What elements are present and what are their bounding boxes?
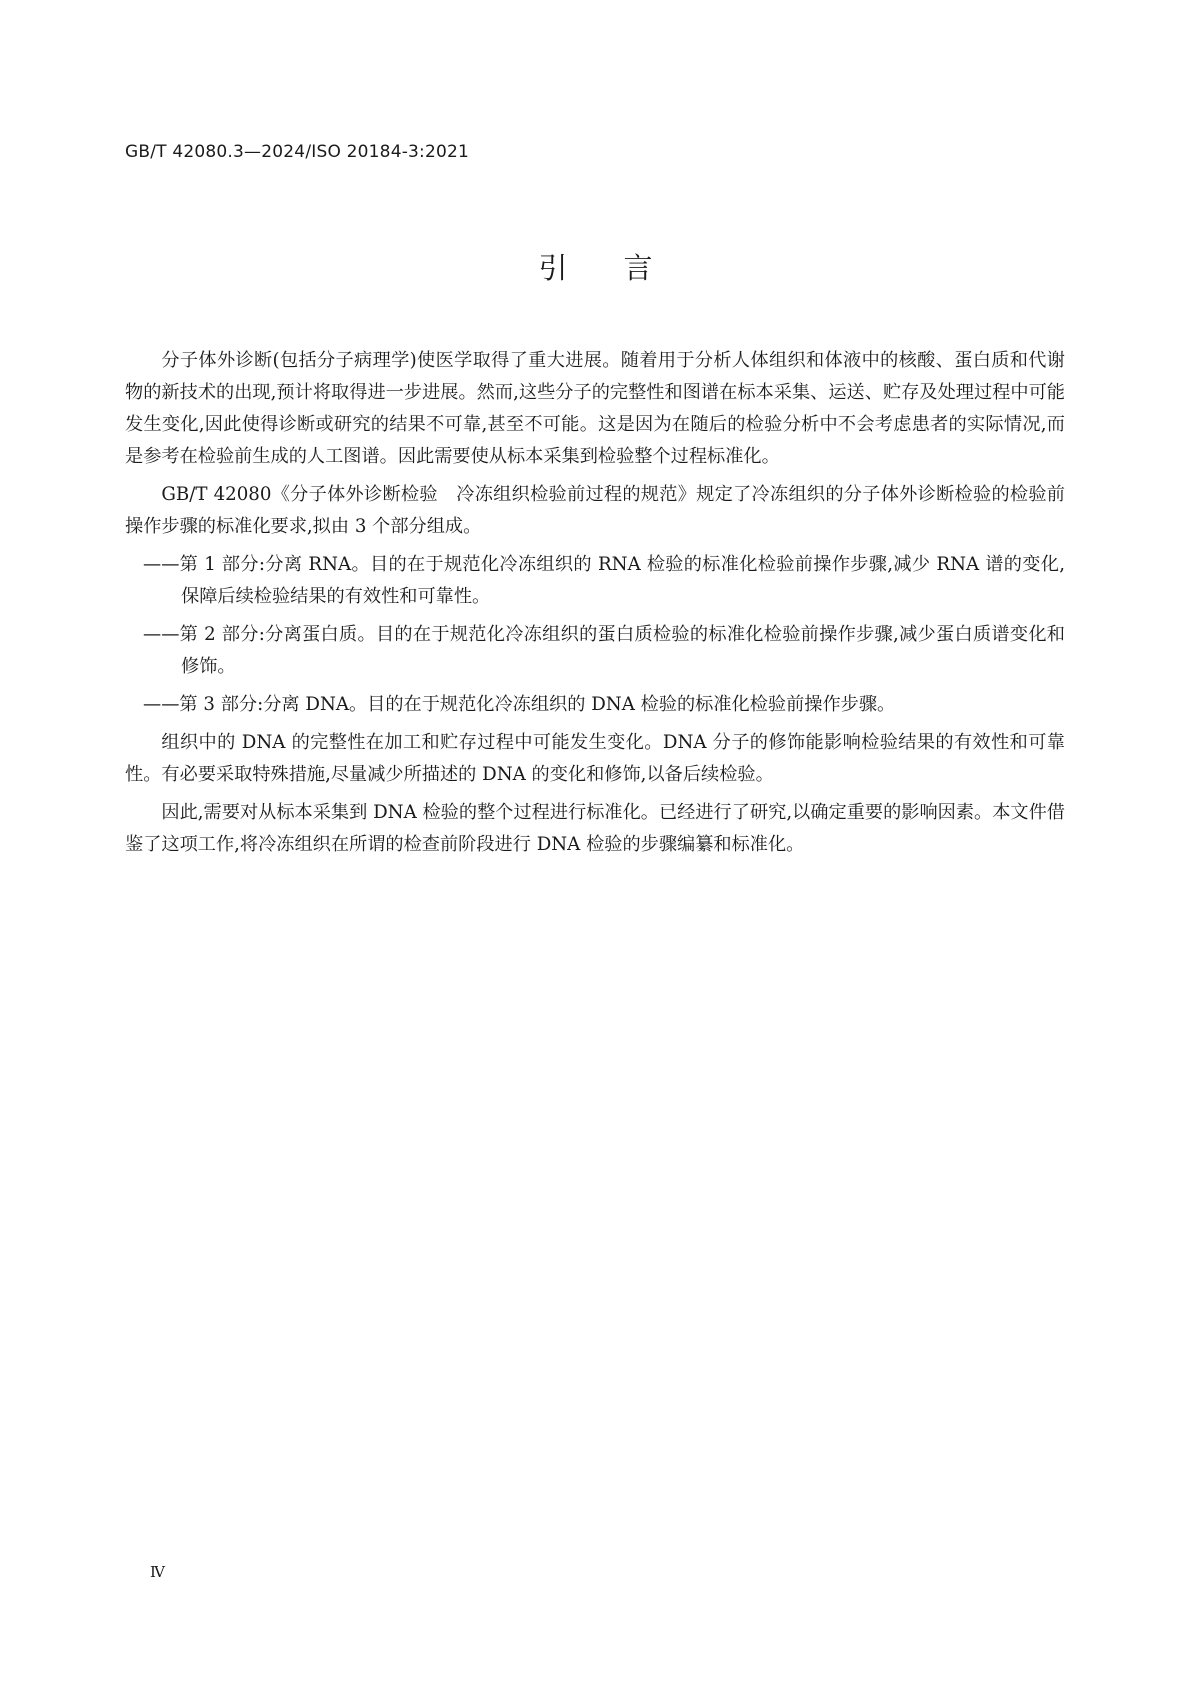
- page-number: Ⅳ: [150, 1563, 165, 1581]
- paragraph: 组织中的 DNA 的完整性在加工和贮存过程中可能发生变化。DNA 分子的修饰能影响检验结果的有效性和可靠性。有必要采取特殊措施,尽量减少所描述的 DNA 的变化和修饰,以备后续检验。: [125, 732, 1065, 785]
- page-title: 引言: [538, 251, 709, 285]
- paragraph: 因此,需要对从标本采集到 DNA 检验的整个过程进行标准化。已经进行了研究,以确定重要的影响因素。本文件借鉴了这项工作,将冷冻组织在所谓的检查前阶段进行 DNA 检验的步骤编纂和标准化。: [125, 802, 1065, 855]
- paragraph: 分子体外诊断(包括分子病理学)使医学取得了重大进展。随着用于分析人体组织和体液中的核酸、蛋白质和代谢物的新技术的出现,预计将取得进一步进展。然而,这些分子的完整性和图谱在标本采集、运送、贮存及处理过程中可能发生变化,因此使得诊断或研究的结果不可靠,甚至不可能。这是因为在随后的检验分析中不会考虑患者的实际情况,而是参考在检验前生成的人工图谱。因此需要使从标本采集到检验整个过程标准化。: [125, 350, 1065, 467]
- document-code: GB/T 42080.3—2024/ISO 20184-3:2021: [125, 142, 470, 162]
- introduction-body: [125, 345, 1065, 867]
- list-item: ——第 3 部分:分离 DNA。目的在于规范化冷冻组织的 DNA 检验的标准化检验前操作步骤。: [143, 694, 896, 715]
- paragraph: GB/T 42080《分子体外诊断检验 冷冻组织检验前过程的规范》规定了冷冻组织的分子体外诊断检验的检验前操作步骤的标准化要求,拟由 3 个部分组成。: [125, 484, 1065, 537]
- list-item: ——第 2 部分:分离蛋白质。目的在于规范化冷冻组织的蛋白质检验的标准化检验前操作步骤,减少蛋白质谱变化和修饰。: [143, 624, 1065, 677]
- list-item: ——第 1 部分:分离 RNA。目的在于规范化冷冻组织的 RNA 检验的标准化检验前操作步骤,减少 RNA 谱的变化,保障后续检验结果的有效性和可靠性。: [143, 554, 1065, 607]
